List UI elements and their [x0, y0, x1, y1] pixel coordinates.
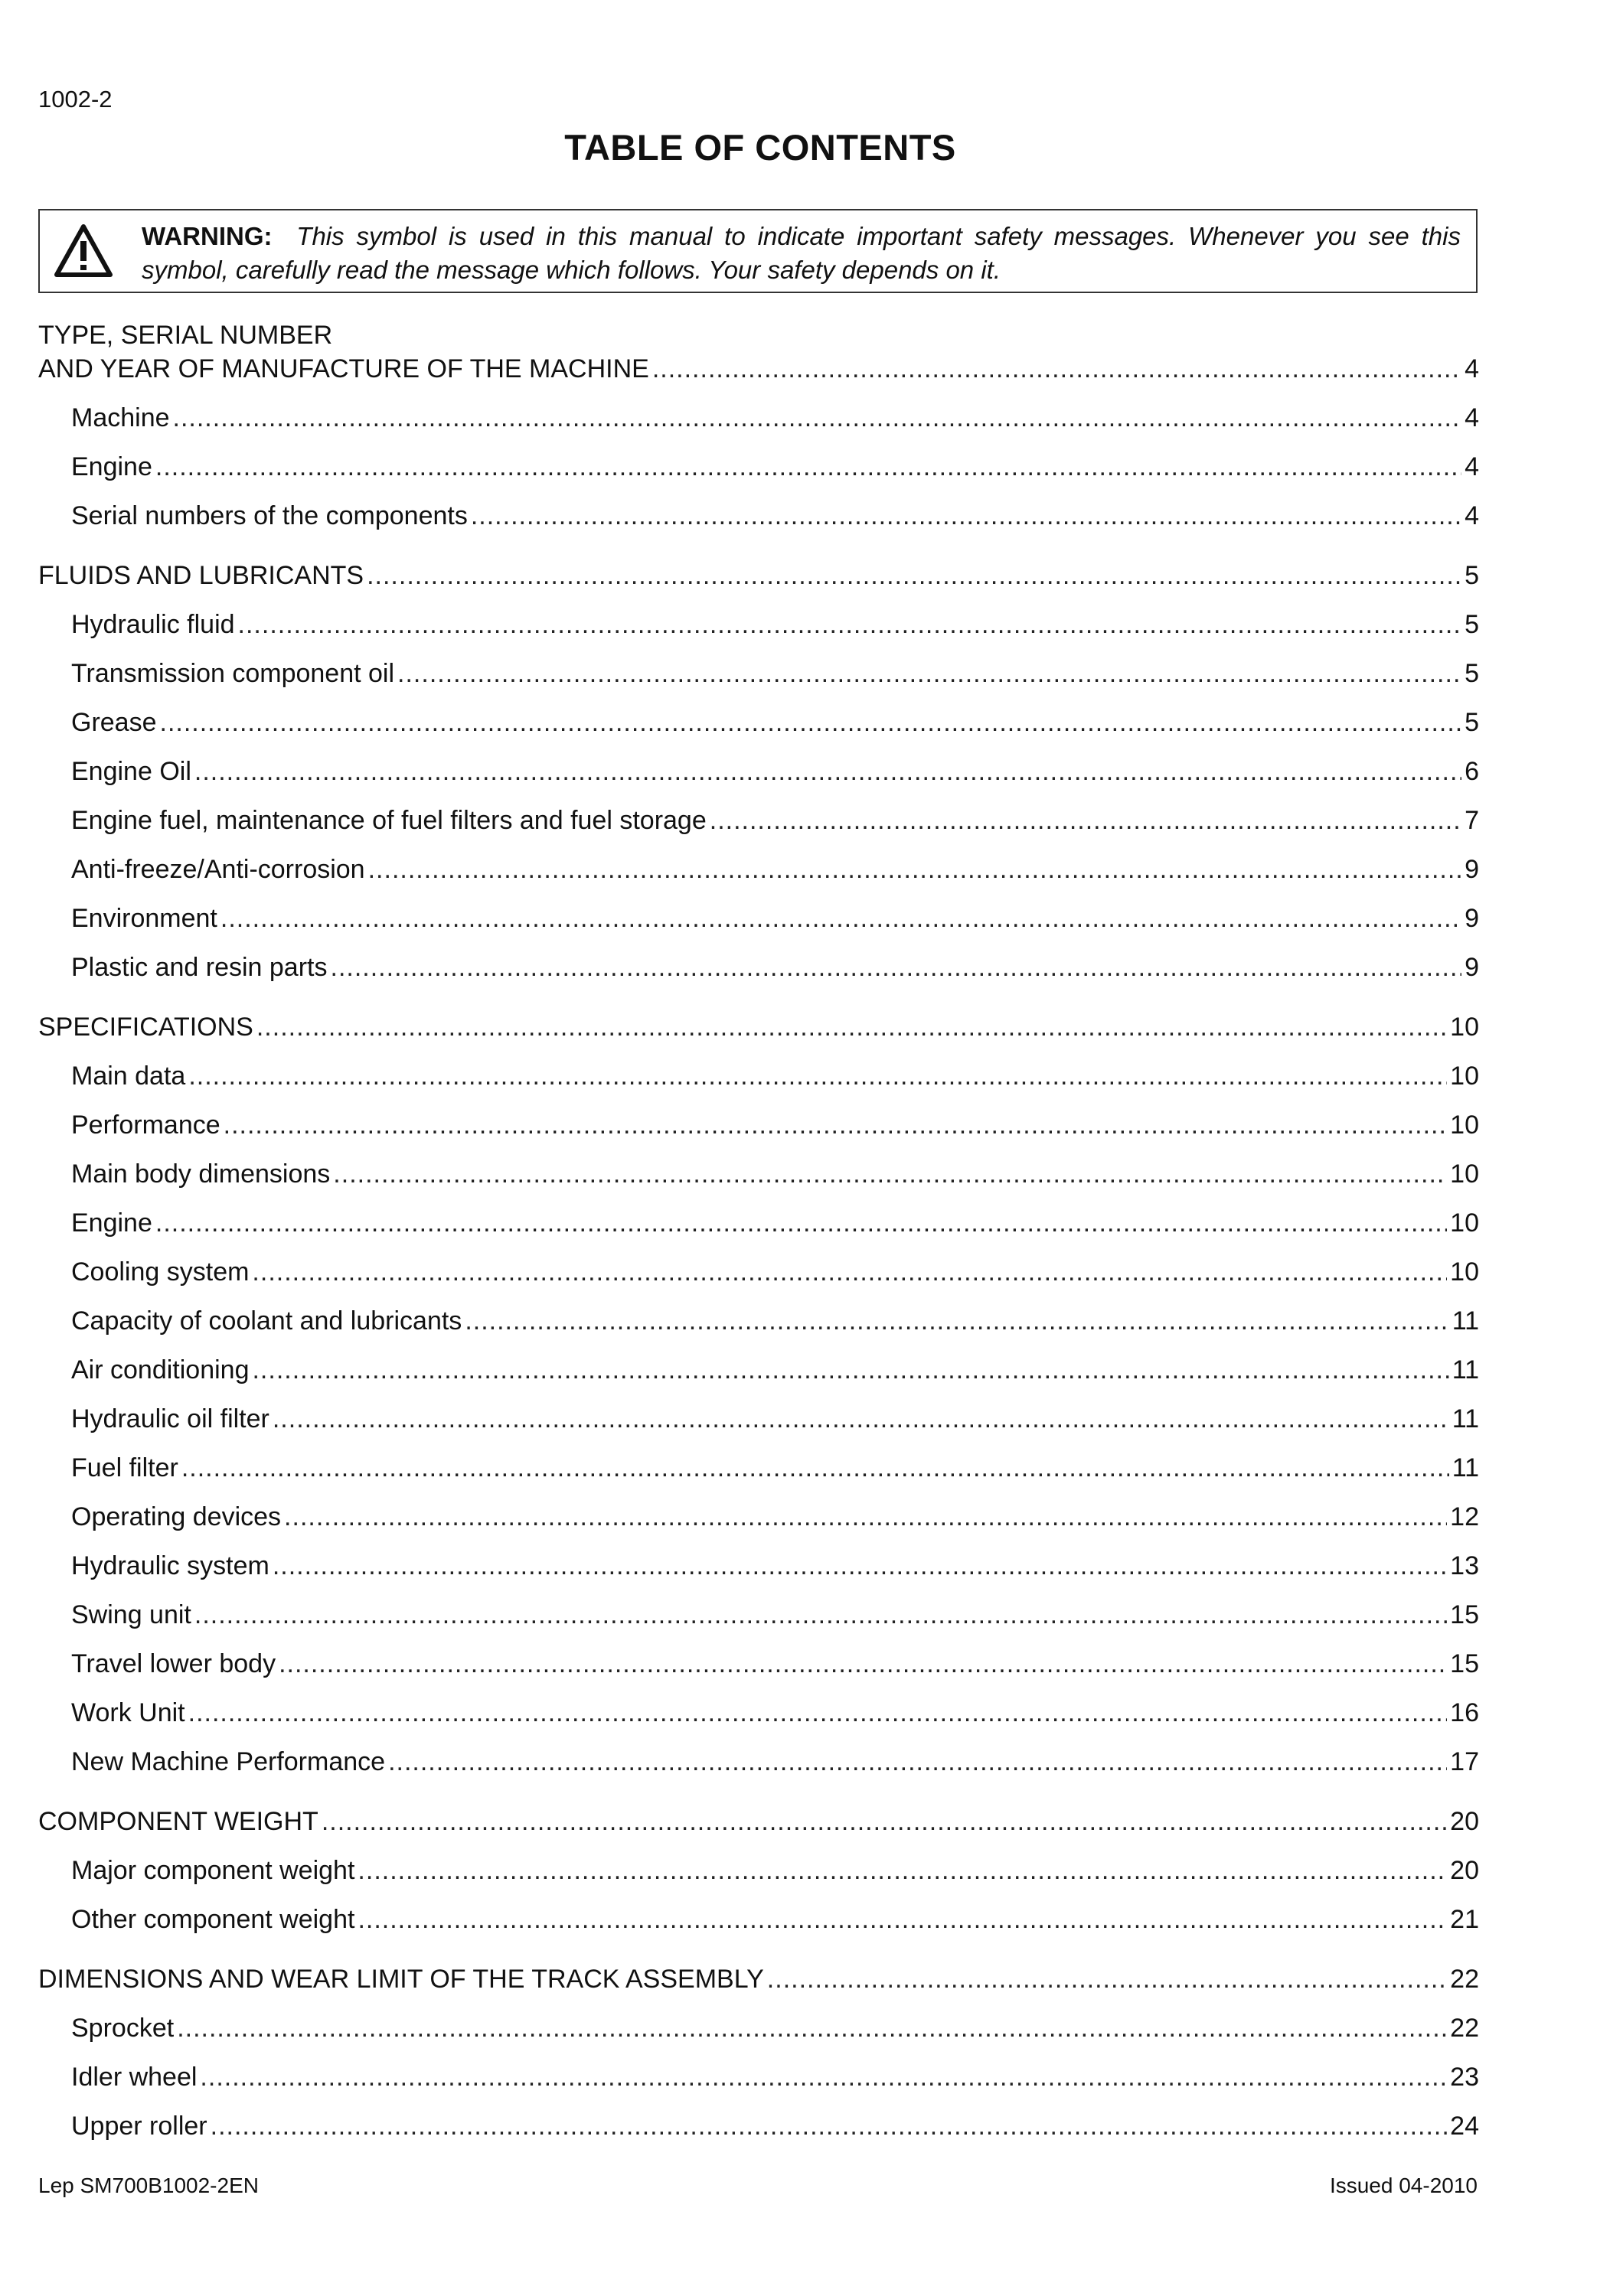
toc-subsection-entry[interactable] [38, 1598, 1479, 1647]
toc-subsection-entry[interactable] [38, 1647, 1479, 1696]
toc-subsection-entry[interactable] [38, 2109, 1479, 2158]
toc-entry-label: DIMENSIONS AND WEAR LIMIT OF THE TRACK ASSEMBLY [38, 1965, 764, 1994]
toc-entry-label: Major component weight [71, 1856, 355, 1885]
toc-dot-leader [256, 1010, 1447, 1044]
toc-entry-page: 20 [1450, 1856, 1479, 1885]
toc-entry-page: 4 [1465, 501, 1479, 530]
toc-entry-label: New Machine Performance [71, 1747, 386, 1776]
toc-dot-leader [767, 1962, 1447, 1996]
toc-subsection-entry[interactable] [38, 1157, 1479, 1206]
toc-entry-page: 10 [1450, 1013, 1479, 1042]
toc-subsection-entry[interactable] [38, 450, 1479, 499]
toc-entry-label: Performance [71, 1110, 220, 1140]
page-title: TABLE OF CONTENTS [564, 127, 956, 168]
toc-dot-leader [367, 559, 1461, 592]
toc-entry-page: 6 [1465, 757, 1479, 786]
toc-entry-page: 11 [1452, 1453, 1479, 1482]
toc-entry-label: Work Unit [71, 1698, 185, 1727]
toc-section-entry[interactable] [38, 1805, 1479, 1854]
toc-dot-leader [155, 1206, 1447, 1240]
toc-subsection-entry[interactable] [38, 1451, 1479, 1500]
toc-subsection-entry[interactable] [38, 1059, 1479, 1108]
toc-subsection-entry[interactable] [38, 2060, 1479, 2109]
toc-entry-page: 10 [1450, 1208, 1479, 1238]
toc-entry-label: Engine [71, 452, 152, 481]
toc-entry-label: Hydraulic system [71, 1551, 269, 1580]
toc-pre-heading [38, 318, 1479, 352]
toc-entry-page: 15 [1450, 1649, 1479, 1678]
toc-entry-label: Grease [71, 708, 157, 737]
toc-dot-leader [173, 401, 1462, 435]
toc-section-entry[interactable] [38, 559, 1479, 608]
toc-subsection-entry[interactable] [38, 2011, 1479, 2060]
toc-dot-leader [652, 352, 1461, 386]
toc-dot-leader [160, 706, 1462, 739]
toc-subsection-entry[interactable] [38, 1304, 1479, 1353]
toc-entry-page: 4 [1465, 354, 1479, 383]
toc-entry-label: Serial numbers of the components [71, 501, 468, 530]
toc-entry-page: 9 [1465, 904, 1479, 933]
toc-dot-leader [333, 1157, 1447, 1191]
toc-dot-leader [279, 1647, 1447, 1681]
toc-subsection-entry[interactable] [38, 951, 1479, 1000]
toc-entries [38, 352, 1479, 2158]
toc-entry-page: 4 [1465, 452, 1479, 481]
toc-entry-label: Operating devices [71, 1502, 282, 1531]
toc-dot-leader [322, 1805, 1447, 1838]
toc-dot-leader [358, 1903, 1447, 1936]
warning-message [142, 220, 1461, 287]
toc-entry-label: SPECIFICATIONS [38, 1013, 253, 1042]
toc-pre-heading-label: TYPE, SERIAL NUMBER [38, 321, 333, 350]
toc-subsection-entry[interactable] [38, 1206, 1479, 1255]
toc-entry-page: 11 [1452, 1355, 1479, 1384]
toc-entry-label: Capacity of coolant and lubricants [71, 1306, 462, 1336]
toc-dot-leader [220, 902, 1461, 935]
toc-dot-leader [358, 1854, 1447, 1887]
toc-subsection-entry[interactable] [38, 755, 1479, 804]
toc-dot-leader [252, 1255, 1447, 1289]
toc-entry-label: Environment [71, 904, 217, 933]
toc-entry-label: Idler wheel [71, 2063, 198, 2092]
toc-subsection-entry[interactable] [38, 1549, 1479, 1598]
toc-subsection-entry[interactable] [38, 1108, 1479, 1157]
toc-entry-page: 10 [1450, 1257, 1479, 1287]
toc-dot-leader [224, 1108, 1448, 1142]
toc-entry-label: Main data [71, 1062, 186, 1091]
toc-entry-label: Travel lower body [71, 1649, 276, 1678]
toc-entry-page: 4 [1465, 403, 1479, 432]
toc-dot-leader [368, 853, 1461, 886]
toc-subsection-entry[interactable] [38, 1255, 1479, 1304]
toc-entry-page: 24 [1450, 2112, 1479, 2141]
page-number: 1002-2 [38, 86, 113, 113]
toc-dot-leader [252, 1353, 1448, 1387]
toc-subsection-entry[interactable] [38, 1903, 1479, 1952]
toc-dot-leader [188, 1059, 1447, 1093]
toc-dot-leader [155, 450, 1461, 484]
warning-triangle-icon [54, 223, 113, 278]
toc-entry-page: 15 [1450, 1600, 1479, 1629]
toc-entry-page: 13 [1450, 1551, 1479, 1580]
toc-entry-label: COMPONENT WEIGHT [38, 1807, 318, 1836]
toc-entry-label: Fuel filter [71, 1453, 178, 1482]
toc-dot-leader [188, 1696, 1448, 1730]
toc-entry-page: 12 [1450, 1502, 1479, 1531]
toc-entry-label: Air conditioning [71, 1355, 250, 1384]
toc-entry-page: 21 [1450, 1905, 1479, 1934]
toc-entry-page: 10 [1450, 1062, 1479, 1091]
toc-entry-label: Main body dimensions [71, 1159, 331, 1189]
toc-subsection-entry[interactable] [38, 1854, 1479, 1903]
toc-entry-label: Hydraulic oil filter [71, 1404, 269, 1433]
toc-dot-leader [177, 2011, 1447, 2045]
toc-dot-leader [284, 1500, 1447, 1534]
toc-dot-leader [273, 1549, 1447, 1583]
toc-subsection-entry[interactable] [38, 499, 1479, 548]
toc-entry-page: 11 [1452, 1306, 1479, 1336]
toc-section-entry[interactable] [38, 1962, 1479, 2011]
toc-entry-label: Sprocket [71, 2014, 175, 2043]
toc-entry-label: AND YEAR OF MANUFACTURE OF THE MACHINE [38, 354, 649, 383]
toc-entry-page: 5 [1465, 708, 1479, 737]
toc-subsection-entry[interactable] [38, 853, 1479, 902]
toc-subsection-entry[interactable] [38, 401, 1479, 450]
toc-entry-page: 5 [1465, 610, 1479, 639]
toc-dot-leader [397, 657, 1461, 690]
warning-body: This symbol is used in this manual to indicate important safety messages. Whenever you see this symbol, carefully read the message which follows. Your safety depends on it. [142, 222, 1461, 284]
toc-entry-page: 22 [1450, 1965, 1479, 1994]
toc-entry-page: 22 [1450, 2014, 1479, 2043]
toc-entry-page: 23 [1450, 2063, 1479, 2092]
toc-section-entry[interactable] [38, 1010, 1479, 1059]
toc-entry-page: 20 [1450, 1807, 1479, 1836]
toc-entry-page: 17 [1450, 1747, 1479, 1776]
toc-entry-page: 9 [1465, 855, 1479, 884]
toc-dot-leader [710, 804, 1461, 837]
toc-entry-page: 11 [1452, 1404, 1479, 1433]
toc-entry-page: 7 [1465, 806, 1479, 835]
toc-entry-label: Transmission component oil [71, 659, 395, 688]
toc-subsection-entry[interactable] [38, 608, 1479, 657]
toc-entry-label: Cooling system [71, 1257, 250, 1287]
toc-entry-label: Plastic and resin parts [71, 953, 328, 982]
footer-doc-code: Lep SM700B1002-2EN [38, 2174, 259, 2197]
warning-label: WARNING: [142, 222, 273, 250]
toc-entry-label: Engine [71, 1208, 152, 1238]
toc-subsection-entry[interactable] [38, 902, 1479, 951]
toc-subsection-entry[interactable] [38, 1696, 1479, 1745]
toc-dot-leader [238, 608, 1462, 641]
toc-section-entry[interactable] [38, 352, 1479, 401]
toc-entry-label: Engine Oil [71, 757, 191, 786]
toc-subsection-entry[interactable] [38, 1402, 1479, 1451]
toc-entry-label: FLUIDS AND LUBRICANTS [38, 561, 364, 590]
toc-entry-label: Machine [71, 403, 170, 432]
toc-entry-label: Other component weight [71, 1905, 355, 1934]
toc-entry-label: Engine fuel, maintenance of fuel filters and fuel storage [71, 806, 707, 835]
toc-entry-page: 10 [1450, 1110, 1479, 1140]
toc-entry-label: Hydraulic fluid [71, 610, 235, 639]
toc-dot-leader [388, 1745, 1447, 1779]
toc-entry-label: Upper roller [71, 2112, 207, 2141]
toc-entry-page: 9 [1465, 953, 1479, 982]
footer-issued-date: Issued 04-2010 [1329, 2174, 1478, 2197]
toc-subsection-entry[interactable] [38, 804, 1479, 853]
toc-entry-page: 16 [1450, 1698, 1479, 1727]
toc-entry-label: Anti-freeze/Anti-corrosion [71, 855, 365, 884]
toc-entry-label: Swing unit [71, 1600, 191, 1629]
toc-dot-leader [471, 499, 1461, 533]
toc-dot-leader [194, 1598, 1447, 1632]
table-of-contents [38, 318, 1479, 2158]
toc-dot-leader [181, 1451, 1449, 1485]
toc-dot-leader [200, 2060, 1447, 2094]
toc-dot-leader [465, 1304, 1448, 1338]
toc-dot-leader [194, 755, 1461, 788]
toc-dot-leader [273, 1402, 1449, 1436]
toc-entry-page: 10 [1450, 1159, 1479, 1189]
warning-box [38, 209, 1478, 293]
toc-subsection-entry[interactable] [38, 657, 1479, 706]
toc-entry-page: 5 [1465, 561, 1479, 590]
toc-subsection-entry[interactable] [38, 706, 1479, 755]
toc-subsection-entry[interactable] [38, 1353, 1479, 1402]
toc-subsection-entry[interactable] [38, 1500, 1479, 1549]
toc-dot-leader [211, 2109, 1448, 2143]
toc-dot-leader [331, 951, 1462, 984]
toc-subsection-entry[interactable] [38, 1745, 1479, 1794]
toc-entry-page: 5 [1465, 659, 1479, 688]
